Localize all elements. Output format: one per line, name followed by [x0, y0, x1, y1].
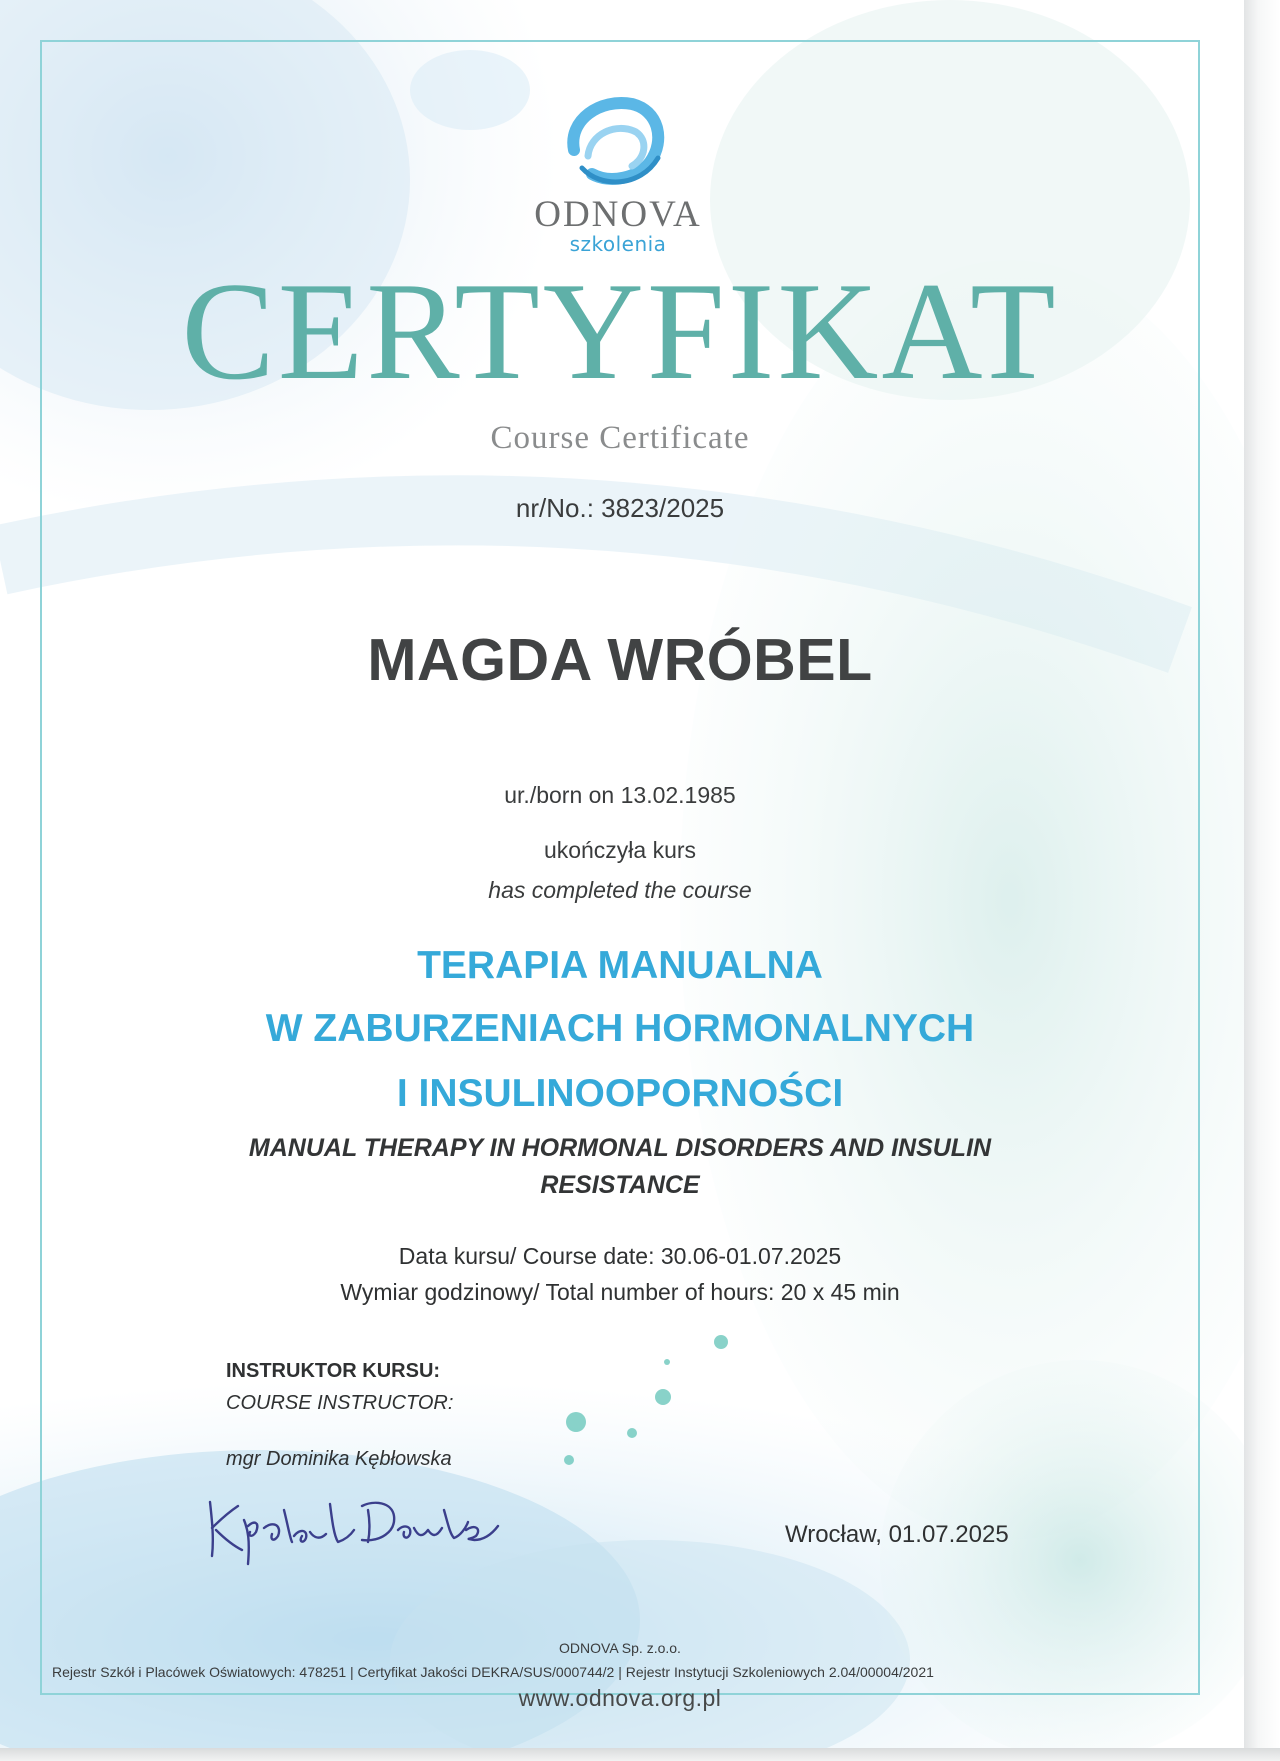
- completion-text-en: has completed the course: [488, 877, 752, 903]
- footer-website: www.odnova.org.pl: [518, 1685, 722, 1711]
- scan-edge: [1244, 0, 1280, 1761]
- issue-place-date: Wrocław, 01.07.2025: [785, 1521, 1009, 1548]
- instructor-block: [226, 1360, 453, 1471]
- course-title-line: TERAPIA MANUALNA: [417, 944, 823, 987]
- recipient-name: MAGDA WRÓBEL: [367, 627, 873, 693]
- course-title-line: I INSULINOOPORNOŚCI: [396, 1072, 844, 1115]
- certificate-title: CERTYFIKAT: [181, 254, 1059, 409]
- certificate-number: nr/No.: 3823/2025: [515, 493, 725, 523]
- scan-bottom-edge: [0, 1748, 1280, 1761]
- footer-registry: Rejestr Szkół i Placówek Oświatowych: 478251 | Certyfikat Jakości DEKRA/SUS/000744/2 | Rejestr Instytucji Szkoleniowych 2.04/00004/2021: [52, 1664, 934, 1680]
- instructor-label-pl: INSTRUKTOR KURSU:: [226, 1360, 441, 1382]
- completion-text-pl: ukończyła kurs: [543, 837, 697, 863]
- course-hours: Wymiar godzinowy/ Total number of hours: 20 x 45 min: [340, 1279, 900, 1305]
- recipient-birthdate: ur./born on 13.02.1985: [504, 782, 736, 808]
- brand-subtitle: szkolenia: [569, 232, 667, 256]
- course-title-en-line: MANUAL THERAPY IN HORMONAL DISORDERS AND INSULIN: [248, 1134, 992, 1162]
- instructor-name: mgr Dominika Kębłowska: [226, 1448, 452, 1470]
- course-title-line: W ZABURZENIACH HORMONALNYCH: [265, 1007, 975, 1050]
- instructor-signature-icon: [204, 1480, 504, 1570]
- brand-name: ODNOVA: [534, 194, 702, 235]
- footer-company: ODNOVA Sp. z.o.o.: [559, 1640, 681, 1656]
- course-date: Data kursu/ Course date: 30.06-01.07.2025: [398, 1243, 842, 1269]
- odnova-logo-icon: [560, 92, 670, 192]
- instructor-label-en: COURSE INSTRUCTOR:: [226, 1392, 454, 1414]
- course-title-en-line: RESISTANCE: [540, 1171, 700, 1199]
- certificate-subtitle: Course Certificate: [490, 420, 750, 456]
